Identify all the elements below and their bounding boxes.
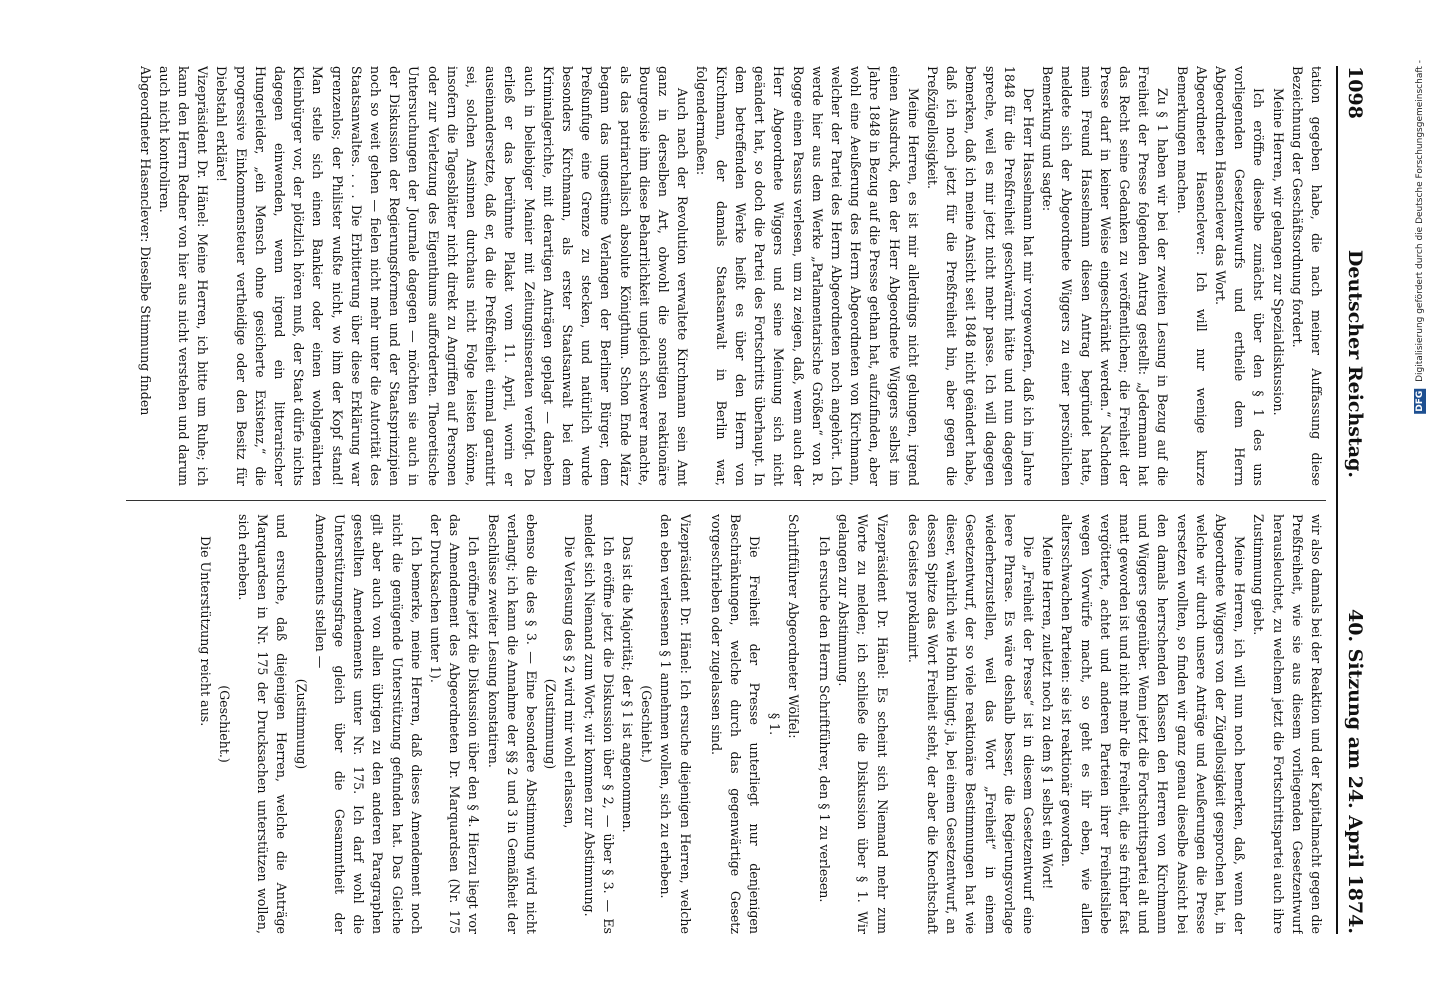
digitization-credit — [1414, 60, 1426, 414]
page-title: Deutscher Reichstag. — [1344, 249, 1366, 478]
paragraph: Zu § 1 haben wir bei der zweiten Lesung in Bezug auf die Freiheit der Presse folgenden Antrag gestellt: „Jedermann hat das Recht seine Gedanken zu veröffentlichen; die Freiheit der Presse darf in keiner Weise eingeschränkt werden.“ Nachdem mein Freund Hasselmann diesen Antrag begründet hatte, meldete sich der Abgeordnete Wiggers zu einer persönlichen Bemerkung und sagte: — [1040, 66, 1171, 486]
right-column — [126, 514, 1326, 934]
paragraph: Das ist die Majorität; der § 1 ist angenommen. — [620, 536, 636, 833]
paragraph: Der Herr Hasselmann hat mir vorgeworfen, daß ich im Jahre 1848 für die Preßfreiheit geschwärmt hätte und nun dagegen spreche, weil es mir jetzt nicht mehr passe. Ich will dagegen bemerken, daß ich meine Ansicht seit 1848 nicht geändert habe, daß ich noch jetzt für die Preßfreiheit bin, aber gegen die Preßzügellosigkeit. — [924, 66, 1036, 486]
page-header — [1336, 66, 1366, 934]
paragraph: Ich eröffne jetzt die Diskussion über § 2, — über § 3. — Es meldet sich Niemand zum Wort; wir kommen zur Abstimmung. — [581, 514, 616, 934]
speaker-paragraph: Abgeordneter Hasenclever: Ich will nur wenige kurze Bemerkungen machen. — [1174, 66, 1209, 486]
paragraph: Ich eröffne jetzt die Diskussion über den § 4. Hierzu liegt vor das Amendement des Abgeordneten Dr. Marquardsen (Nr. 175 der Drucksachen unter 1). — [428, 514, 482, 934]
paragraph: Ich eröffne dieselbe zunächst über den § 1 des uns vorliegenden Gesetzentwurfs und ertheile dem Herrn Abgeordneten Hasenclever das Wort. — [1212, 66, 1267, 486]
paragraph: Ich ersuche den Herrn Schriftführer, den § 1 zu verlesen. — [816, 536, 832, 903]
paragraph: Die Freiheit der Presse unterliegt nur denjenigen Beschränkungen, welche durch das gegenwärtige Gesetz vorgeschrieben oder zugelassen sind. — [708, 514, 763, 934]
paragraph: tation gegeben habe, die nach meiner Auffassung diese Bezeichnung der Geschäftsordnung fordert. — [1289, 66, 1324, 486]
left-column — [126, 66, 1326, 486]
paragraph: ebenso die des § 3. — Eine besondere Abstimmung wird nicht verlangt; ich kann die Annahme der §§ 2 und 3 in Gemäßheit der Beschlüsse zweiter Lesung konstatiren. — [485, 514, 540, 934]
speaker-paragraph: Vizepräsident Dr. Hänel: Meine Herren, ich bitte um Ruhe; ich kann den Herrn Redner von hier aus nicht verstehen und darum auch nicht kontroliren. — [156, 66, 211, 486]
paragraph: Meine Herren, ich will nun noch bemerken, daß, wenn der Abgeordnete Wiggers von der Zügellosigkeit gesprochen hat, in welche wir durch unsere Anträge und Aeußerungen die Presse versetzen wollten, so finden wir ganz genau dieselbe Ansicht bei den damals herrschenden Klassen den Herren von Kirchmann und Wiggers gegenüber. Wenn jetzt die Fortschrittspartei alt und matt geworden ist und nicht mehr die Freiheit, die sie früher fast vergötterte, achtet und anderen Parteien ihrer Freiheitsliebe wegen Vorwürfe macht, so geht es ihr eben, wie allen altersschwachen Parteien: sie ist reaktionär geworden. — [1059, 514, 1248, 934]
paragraph: Auch nach der Revolution verwaltete Kirchmann sein Amt ganz in derselben Art, obwohl die sonstigen reaktionäre Bourgeoisie ihm diese Beharrlichkeit ungleich schwerer machte, als das patriarchalisch absolute Königthum. Schon Ende März begann das ungestüme Verlangen der Berliner Bürger, dem Preßunfuge eine Grenze zu stecken, und natürlich wurde besonders Kirchmann, als erster Staatsanwalt bei dem Kriminalgerichte, mit derartigen Anträgen geplagt — daneben auch in beliebiger Manier mit Zeitungsinseraten verfolgt. Da erließ er das berühmte Plakat vom 11. April, worin er auseinandersetzte, daß er, da die Preßfreiheit einmal garantirt sei, solchen Ansinnen durchaus nicht Folge leisten könne, insofern die Tagesblätter nicht direkt zu Angriffen auf Personen oder zur Verletzung des Eigenthums aufforderten. Theoretische Untersuchungen der Journale dagegen — möchten sie auch in der Diskussion der Regierungsformen und der Staatsprinzipien noch so weit gehen — fielen nicht mehr unter die Autorität des Staatsanwaltes. . . . Die Erbitterung über diese Erklärung war grenzenlos; der Philister wußte nicht, wo ihm der Kopf stand! Man stelle sich einen Bankier oder einen wohlgenährten Kleinbürger vor, der plötzlich hören muß, der Staat dürfe nichts dagegen einwenden, wenn irgend ein litterarischer Hungerleider, „ein Mensch ohne gesicherte Existenz,“ die progressive Einkommensteuer vertheidige oder den Besitz für Diebstahl erkläre! — [214, 66, 691, 486]
speaker-paragraph: Abgeordneter Hasenclever: Dieselbe Stimmung finden — [137, 66, 153, 416]
speaker-paragraph: Schriftführer Abgeordneter Wölfel: — [785, 514, 801, 739]
speaker-paragraph: Vizepräsident Dr. Hänel: Es scheint sich Niemand mehr zum Worte zu melden; ich schließe die Diskussion über § 1. Wir gelangen zur Abstimmung. — [836, 514, 890, 934]
paragraph: Die Unterstützung reicht aus. — [197, 536, 213, 727]
text-columns — [126, 66, 1326, 934]
paragraph: Die Verlesung des § 2 wird mir wohl erlassen, — [562, 536, 578, 829]
paragraph: wir also damals bei der Reaktion und der Kapitalmacht gegen die Preßfreiheit, wie sie aus diesem vorliegenden Gesetzentwurf herausleuchtet, zu welchem jetzt die Fortschrittspartei auch ihre Zustimmung giebt. — [1251, 514, 1324, 934]
credit-text: Digitalisierung gefördert durch die Deutsche Forschungsgemeinschaft - — [1415, 60, 1425, 382]
paragraph: (Geschieht.) — [639, 685, 655, 763]
page-number: 1098 — [1344, 66, 1366, 119]
paragraph: Meine Herren, zuletzt noch zu dem § 1 selbst ein Wort! — [1040, 536, 1056, 890]
paragraph: (Geschieht.) — [216, 685, 232, 763]
paragraph: (Zustimmung) — [293, 678, 309, 770]
paragraph: Die „Freiheit der Presse“ ist in diesem Gesetzentwurf eine leere Phrase. Es wäre deshalb besser, die Regierungsvorlage wiederherzustellen, weil das Wort „Freiheit“ in einem Gesetzentwurf, der so viele reaktionäre Bestimmungen hat wie dieser, wahrlich wie Hohn klingt; ja, bei einem Gesetzentwurf, an dessen Spitze das Wort Freiheit steht, der aber die Knechtschaft des Geistes proklamirt. — [905, 514, 1036, 934]
dfg-logo: DFG — [1415, 390, 1425, 412]
paragraph-gap — [892, 514, 904, 934]
paragraph: Ich bemerke, meine Herren, daß dieses Amendement noch nicht die genügende Unterstützung gefunden hat. Das Gleiche gilt aber auch von allen übrigen zu den anderen Paragraphen gestellten Amendements unter Nr. 175. Ich darf wohl die Unterstützungsfrage gleich über die Gesammtheit der Amendements stellen — — [312, 514, 424, 934]
paragraph-gap — [695, 514, 707, 934]
paragraph: Meine Herren, es ist mir allerdings nicht gelungen, irgend einen Ausdruck, den der Herr Abgeordnete Wiggers selbst im Jahre 1848 in Bezug auf die Presse gethan hat, aufzufinden, aber wohl eine Aeußerung des Herrn Abgeordneten von Kirchmann, welcher der Partei des Herrn Abgeordneten noch angehört. Ich werde hier aus dem Werke „Parlamentarische Größen“ von R. Rogge einen Passus verlesen, um zu zeigen, daß, wenn auch der Herr Abgeordnete Wiggers und seine Meinung sich nicht geändert hat, so doch die Partei des Fortschritts überhaupt. In dem betreffenden Werke heißt es über den Herrn von Kirchmann, der damals Staatsanwalt in Berlin war, folgendermaßen: — [694, 66, 921, 486]
paragraph: Meine Herren, wir gelangen zur Spezialdiskussion. — [1270, 88, 1286, 416]
session-date: 40. Sitzung am 24. April 1874. — [1344, 609, 1366, 934]
paragraph-gap — [803, 514, 815, 934]
paragraph: § 1. — [766, 712, 782, 736]
paragraph: (Zustimmung) — [543, 678, 559, 770]
column-divider — [126, 500, 1326, 501]
speaker-paragraph: Vizepräsident Dr. Hänel: Ich ersuche diejenigen Herren, welche den eben verlesenen § 1 annehmen wollen, sich zu erheben. — [658, 514, 693, 934]
document-page — [26, 20, 1406, 980]
paragraph: und ersuche, daß diejenigen Herren, welche die Anträge Marquardsen in Nr. 175 der Drucksachen unterstützen wollen, sich erheben. — [236, 514, 290, 934]
